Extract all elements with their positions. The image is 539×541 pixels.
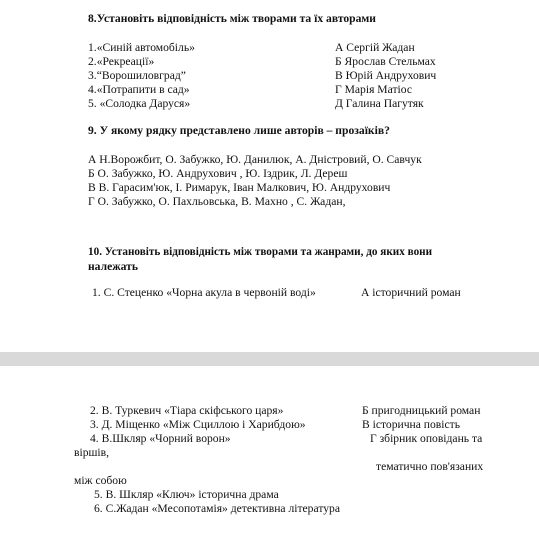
q10-item-4-work: 4. В.Шкляр «Чорний ворон» xyxy=(90,432,231,445)
question-9-heading: 9. У якому рядку представлено лише авторів – прозаїків? xyxy=(88,124,390,137)
q8-author-e: Д Галина Пагутяк xyxy=(335,97,424,110)
q10-item-3-work: 3. Д. Міщенко «Між Сциллою і Харибдою» xyxy=(90,418,306,431)
question-10-heading-line2: належать xyxy=(88,260,138,273)
q10-item-6: 6. С.Жадан «Месопотамія» детективна література xyxy=(94,502,340,515)
q8-work-2: 2.«Рекреації» xyxy=(88,55,155,68)
question-8-heading: 8.Установіть відповідність між творами та їх авторами xyxy=(88,12,376,25)
q9-option-c: В В. Гарасим'юк, І. Римарук, Іван Малкович, Ю. Андрухович xyxy=(88,181,391,194)
q8-author-b: Б Ярослав Стельмах xyxy=(335,55,436,68)
q9-option-d: Г О. Забужко, О. Пахльовська, В. Махно , С. Жадан, xyxy=(88,195,346,208)
q10-item-4-genre-continued-3: між собою xyxy=(74,474,127,487)
q10-item-4-genre-continued-2: тематично пов'язаних xyxy=(376,460,484,473)
question-10-heading-line1: 10. Установіть відповідність між творами та жанрами, до яких вони xyxy=(88,246,433,258)
q10-item-1-genre: А історичний роман xyxy=(361,286,461,299)
q8-work-3: 3.“Ворошиловград” xyxy=(88,69,186,82)
q8-author-c: В Юрій Андрухович xyxy=(335,69,437,82)
q10-item-5: 5. В. Шкляр «Ключ» історична драма xyxy=(94,488,279,501)
q8-author-a: А Сергій Жадан xyxy=(335,41,415,54)
q9-option-a: А Н.Ворожбит, О. Забужко, Ю. Данилюк, А. Дністровий, О. Савчук xyxy=(88,153,422,166)
q10-item-4-genre-continued: віршів, xyxy=(74,446,110,459)
q9-option-b: Б О. Забужко, Ю. Андрухович , Ю. Іздрик, Л. Дереш xyxy=(88,167,348,180)
q8-work-4: 4.«Потрапити в сад» xyxy=(88,83,190,96)
q10-item-2-genre: Б пригодницький роман xyxy=(362,404,481,417)
q10-item-1-work: 1. С. Стеценко «Чорна акула в червоній воді» xyxy=(92,286,316,299)
q10-item-2-work: 2. В. Туркевич «Тіара скіфського царя» xyxy=(90,404,284,417)
q8-work-5: 5. «Солодка Даруся» xyxy=(88,97,191,110)
q8-work-1: 1.«Синій автомобіль» xyxy=(88,41,195,54)
document-page-2 xyxy=(0,366,539,541)
q10-item-4-genre: Г збірник оповідань та xyxy=(370,432,483,445)
q10-item-3-genre: В історична повість xyxy=(362,418,460,431)
q8-author-d: Г Марія Матіос xyxy=(335,83,412,96)
